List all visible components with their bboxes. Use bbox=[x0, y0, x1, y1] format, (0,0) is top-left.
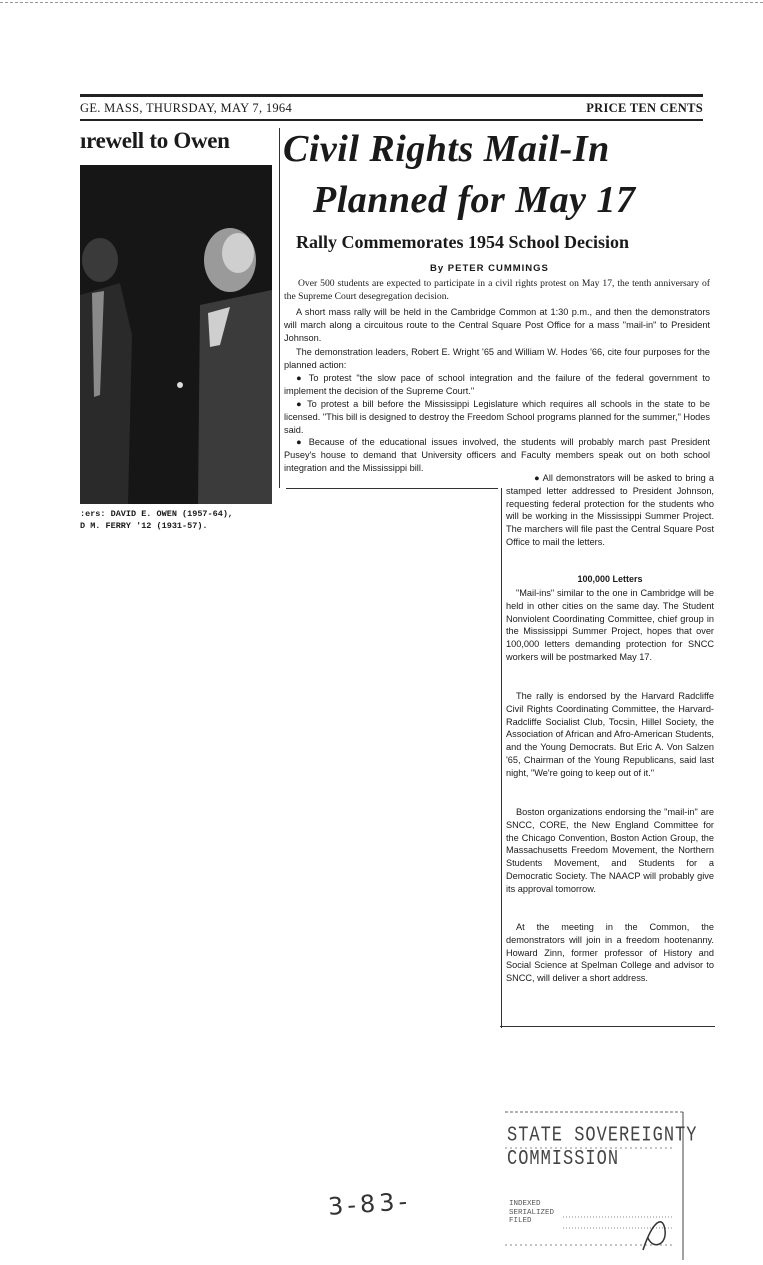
stamp-agency: STATE SOVEREIGNTY COMMISSION bbox=[507, 1124, 698, 1172]
crosshead: 100,000 Letters bbox=[577, 574, 643, 584]
handwritten-file-number: 3-83- bbox=[327, 1187, 413, 1221]
caption-line: D M. FERRY '12 (1931-57). bbox=[80, 521, 208, 531]
top-dashed-border bbox=[0, 2, 763, 3]
photo-caption bbox=[80, 508, 280, 532]
stamp-indexed: INDEXED bbox=[509, 1200, 541, 1208]
article-paragraph: The rally is endorsed by the Harvard Radcliffe Civil Rights Coordinating Committee, the Harvard-Radcliffe Socialist Club, Tocsin, Hillel Society, the Association of African and Afro-American Students, and the Young Democrats. But Eric A. Von Salzen '65, Chairman of the Young Republicans, said last night, "We're going to keep out of it." bbox=[506, 691, 714, 778]
news-photo bbox=[80, 165, 272, 504]
column-rule bbox=[279, 128, 280, 488]
article-headline-line2: Planned for May 17 bbox=[313, 179, 636, 221]
photo-figures bbox=[80, 165, 272, 504]
bullet-paragraph: ● All demonstrators will be asked to bring a stamped letter addressed to President Johnson, requesting federal protection for the students who will be working in the Mississippi Summer Project. The marchers will file past the Central Square Post Office to mail the letters. bbox=[506, 473, 714, 547]
stamp-serialized: SERIALIZED bbox=[509, 1208, 555, 1217]
article-paragraph: Boston organizations endorsing the "mail-in" are SNCC, CORE, the New England Committee for the Chicago Convention, Boston Action Group, the Massachusetts Freedom Movement, the Northern Students Movement, and Students for a Democratic Society. The NAACP will probably give its approval tomorrow. bbox=[506, 807, 714, 894]
caption-line: :ers: DAVID E. OWEN (1957-64), bbox=[80, 509, 234, 519]
bullet-paragraph: ● To protest a bill before the Mississippi Legislature which requires all schools in the state to be licensed. "This bill is designed to destroy the Freedom School programs planned for the summer," Hodes said. bbox=[284, 399, 710, 435]
article-subheadline: Rally Commemorates 1954 School Decision bbox=[296, 232, 629, 252]
stamp-fields bbox=[509, 1200, 554, 1226]
article-byline: By PETER CUMMINGS bbox=[430, 263, 549, 274]
stamp-filed: FILED bbox=[509, 1217, 532, 1225]
article-paragraph: At the meeting in the Common, the demonstrators will join in a freedom hootenanny. Howard Zinn, former professor of History and Social Science at Spelman College and advisor to SNCC, will deliver a short address. bbox=[506, 922, 714, 984]
article-paragraph: Over 500 students are expected to participate in a civil rights protest on May 17, the tenth anniversary of the Supreme Court desegregation decision. bbox=[284, 278, 710, 302]
article-paragraph: "Mail-ins" similar to the one in Cambridge will be held in other cities on the same day. The Student Nonviolent Coordinating Committee, chief group in the Mississippi Summer Project, hopes that over 100,000 letters demanding protection for SNCC workers will be postmarked May 17. bbox=[506, 588, 714, 662]
column-rule bbox=[500, 1026, 715, 1027]
masthead bbox=[80, 94, 703, 121]
side-headline: ırewell to Owen bbox=[80, 128, 230, 153]
article-paragraph: The demonstration leaders, Robert E. Wright '65 and William W. Hodes '66, cite four purposes for the planned action: bbox=[284, 347, 710, 370]
masthead-dateline: GE. MASS, THURSDAY, MAY 7, 1964 bbox=[80, 101, 293, 115]
bullet-paragraph: ● To protest "the slow pace of school integration and the failure of the federal government to implement the decision of the Supreme Court." bbox=[284, 373, 710, 396]
column-rule bbox=[286, 488, 498, 489]
article-headline-line1: Civil Rights Mail-In bbox=[283, 128, 610, 170]
masthead-price: PRICE TEN CENTS bbox=[586, 101, 703, 115]
bullet-paragraph: ● Because of the educational issues involved, the students will probably march past President Pusey's house to demand that University officers and Faculty members speak out on both school integration and the Mississippi bill. bbox=[284, 437, 710, 473]
article-paragraph: A short mass rally will be held in the Cambridge Common at 1:30 p.m., and then the demonstrators will march along a circuitous route to the Central Square Post Office for a mass "mail-in" to President Johnson. bbox=[284, 307, 710, 343]
column-rule bbox=[501, 488, 502, 1028]
